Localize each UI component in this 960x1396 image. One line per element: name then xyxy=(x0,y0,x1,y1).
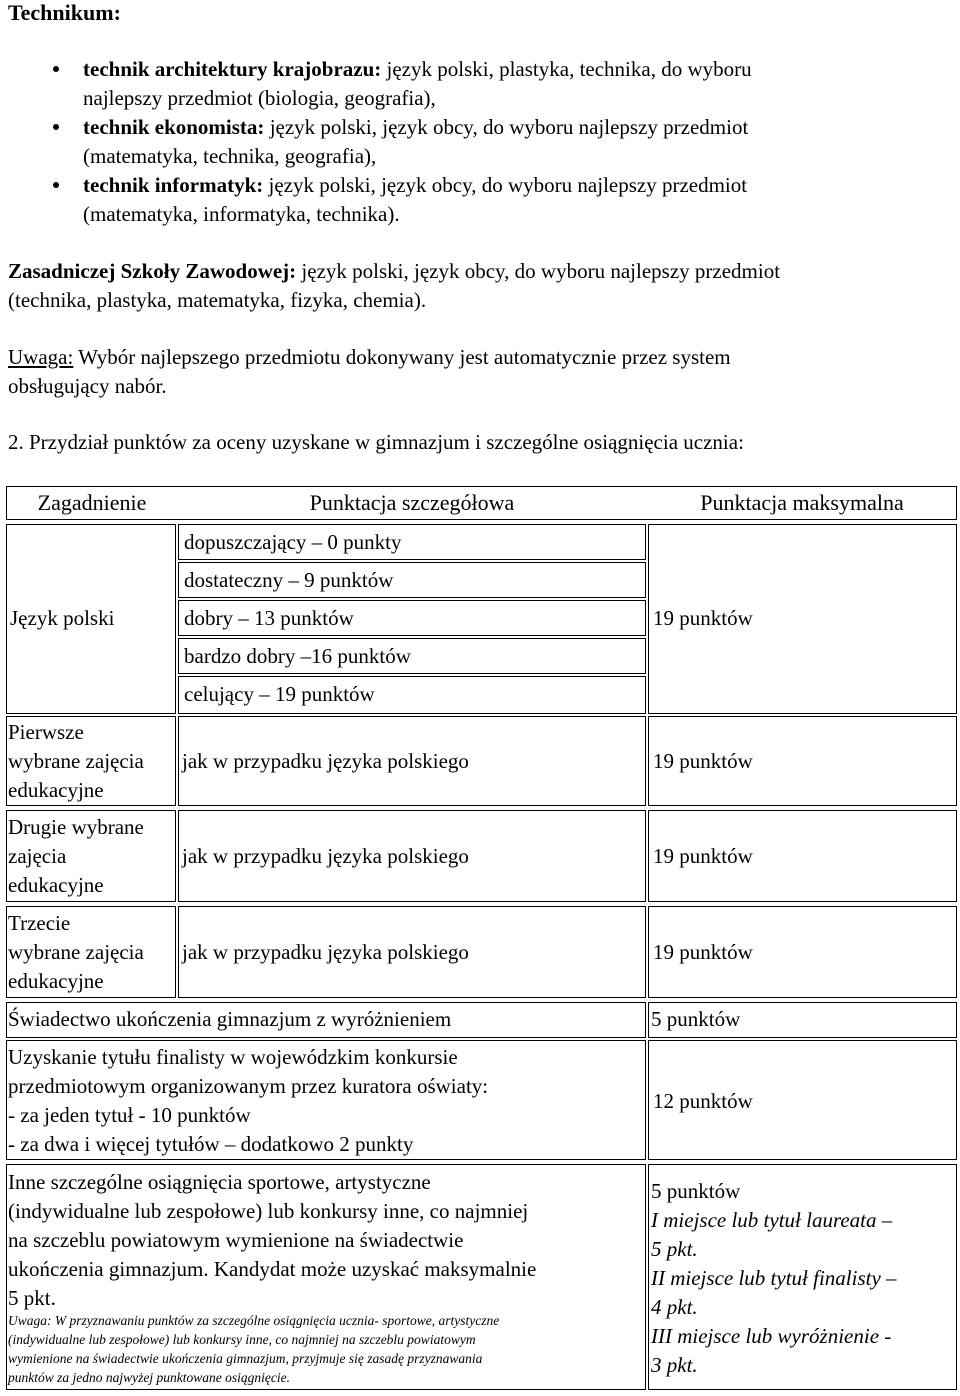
grade-text: dostateczny – 9 punktów xyxy=(184,568,394,592)
subject-label: Pierwsze xyxy=(8,720,84,744)
subject-label: wybrane zajęcia xyxy=(8,749,144,773)
subject-detail: jak w przypadku języka polskiego xyxy=(182,749,469,773)
bullet-icon xyxy=(53,124,59,130)
subject-label: edukacyjne xyxy=(8,778,104,802)
inne-note: wymienione na świadectwie ukończenia gimnazjum, przyjmuje się zasadę przyznawania xyxy=(8,1351,483,1366)
swiadectwo-label: Świadectwo ukończenia gimnazjum z wyróżnieniem xyxy=(8,1007,452,1031)
item-text: (matematyka, technika, geografia), xyxy=(83,144,377,168)
inne-note: (indywidualne lub zespołowe) lub konkursy inne, co najmniej na szczeblu powiatowym xyxy=(8,1332,476,1347)
inne-text: ukończenia gimnazjum. Kandydat może uzyskać maksymalnie xyxy=(8,1257,537,1281)
subject-label: Trzecie xyxy=(8,911,71,935)
subject-label: zajęcia xyxy=(8,844,67,868)
bullet-icon xyxy=(53,66,59,72)
inne-max: III miejsce lub wyróżnienie - xyxy=(651,1324,892,1348)
item-bold-label: technik architektury krajobrazu: xyxy=(83,57,382,81)
header-zagadnienie: Zagadnienie xyxy=(37,490,147,515)
jp-label: Język polski xyxy=(10,606,115,630)
zsz-bold-label: Zasadniczej Szkoły Zawodowej: xyxy=(8,259,297,283)
inne-max: II miejsce lub tytuł finalisty – xyxy=(651,1266,897,1290)
subject-max: 19 punktów xyxy=(653,749,753,773)
zsz-text: (technika, plastyka, matematyka, fizyka, chemia). xyxy=(8,288,427,312)
subject-detail: jak w przypadku języka polskiego xyxy=(182,844,469,868)
item-text: (matematyka, informatyka, technika). xyxy=(83,202,400,226)
item-bold-label: technik informatyk: xyxy=(83,173,264,197)
subject-max: 19 punktów xyxy=(653,940,753,964)
header-punktacja-maksymalna: Punktacja maksymalna xyxy=(700,490,904,515)
item-bold-label: technik ekonomista: xyxy=(83,115,265,139)
item-text: język polski, język obcy, do wyboru najlepszy przedmiot xyxy=(264,115,749,139)
inne-max: 5 pkt. xyxy=(651,1237,698,1261)
inne-note: punktów za jedno najwyżej punktowane osiągnięcie. xyxy=(8,1370,290,1385)
finalista-text: - za jeden tytuł - 10 punktów xyxy=(8,1103,251,1127)
finalista-text: - za dwa i więcej tytułów – dodatkowo 2 punkty xyxy=(8,1132,414,1156)
subject-max: 19 punktów xyxy=(653,844,753,868)
finalista-max: 12 punktów xyxy=(653,1089,753,1113)
uwaga-label: Uwaga: xyxy=(8,345,74,369)
subject-label: wybrane zajęcia xyxy=(8,940,144,964)
inne-max: 3 pkt. xyxy=(651,1353,698,1377)
inne-text: Inne szczególne osiągnięcia sportowe, artystyczne xyxy=(8,1170,431,1194)
inne-note: Uwaga: W przyznawaniu punktów za szczególne osiągnięcia ucznia- sportowe, artystyczne xyxy=(8,1313,500,1328)
inne-text: 5 pkt. xyxy=(8,1286,56,1310)
section-heading: 2. Przydział punktów za oceny uzyskane w gimnazjum i szczególne osiągnięcia ucznia: xyxy=(8,430,744,454)
subject-label: edukacyjne xyxy=(8,873,104,897)
finalista-text: Uzyskanie tytułu finalisty w wojewódzkim konkursie xyxy=(8,1045,458,1069)
bullet-icon xyxy=(53,182,59,188)
swiadectwo-max: 5 punktów xyxy=(651,1007,741,1031)
item-text: język polski, plastyka, technika, do wyboru xyxy=(381,57,752,81)
inne-text: (indywidualne lub zespołowe) lub konkursy inne, co najmniej xyxy=(8,1199,529,1223)
subject-label: Drugie wybrane xyxy=(8,815,144,839)
page-title: Technikum: xyxy=(8,0,121,25)
inne-text: na szczeblu powiatowym wymienione na świadectwie xyxy=(8,1228,464,1252)
item-text: najlepszy przedmiot (biologia, geografia), xyxy=(83,86,436,110)
zsz-text: język polski, język obcy, do wyboru najlepszy przedmiot xyxy=(296,259,781,283)
inne-max: 4 pkt. xyxy=(651,1295,698,1319)
subject-detail: jak w przypadku języka polskiego xyxy=(182,940,469,964)
grade-text: bardzo dobry –16 punktów xyxy=(184,644,411,668)
uwaga-text: Wybór najlepszego przedmiotu dokonywany jest automatycznie przez system xyxy=(73,345,731,369)
header-punktacja-szczegolowa: Punktacja szczegółowa xyxy=(309,490,515,515)
item-text: język polski, język obcy, do wyboru najlepszy przedmiot xyxy=(263,173,748,197)
grade-text: dobry – 13 punktów xyxy=(184,606,354,630)
grade-text: dopuszczający – 0 punkty xyxy=(184,530,402,554)
inne-max: 5 punktów xyxy=(651,1179,741,1203)
grade-text: celujący – 19 punktów xyxy=(184,682,375,706)
uwaga-text: obsługujący nabór. xyxy=(8,374,167,398)
inne-max: I miejsce lub tytuł laureata – xyxy=(651,1208,893,1232)
finalista-text: przedmiotowym organizowanym przez kuratora oświaty: xyxy=(8,1074,489,1098)
subject-label: edukacyjne xyxy=(8,969,104,993)
jp-max: 19 punktów xyxy=(653,606,753,630)
